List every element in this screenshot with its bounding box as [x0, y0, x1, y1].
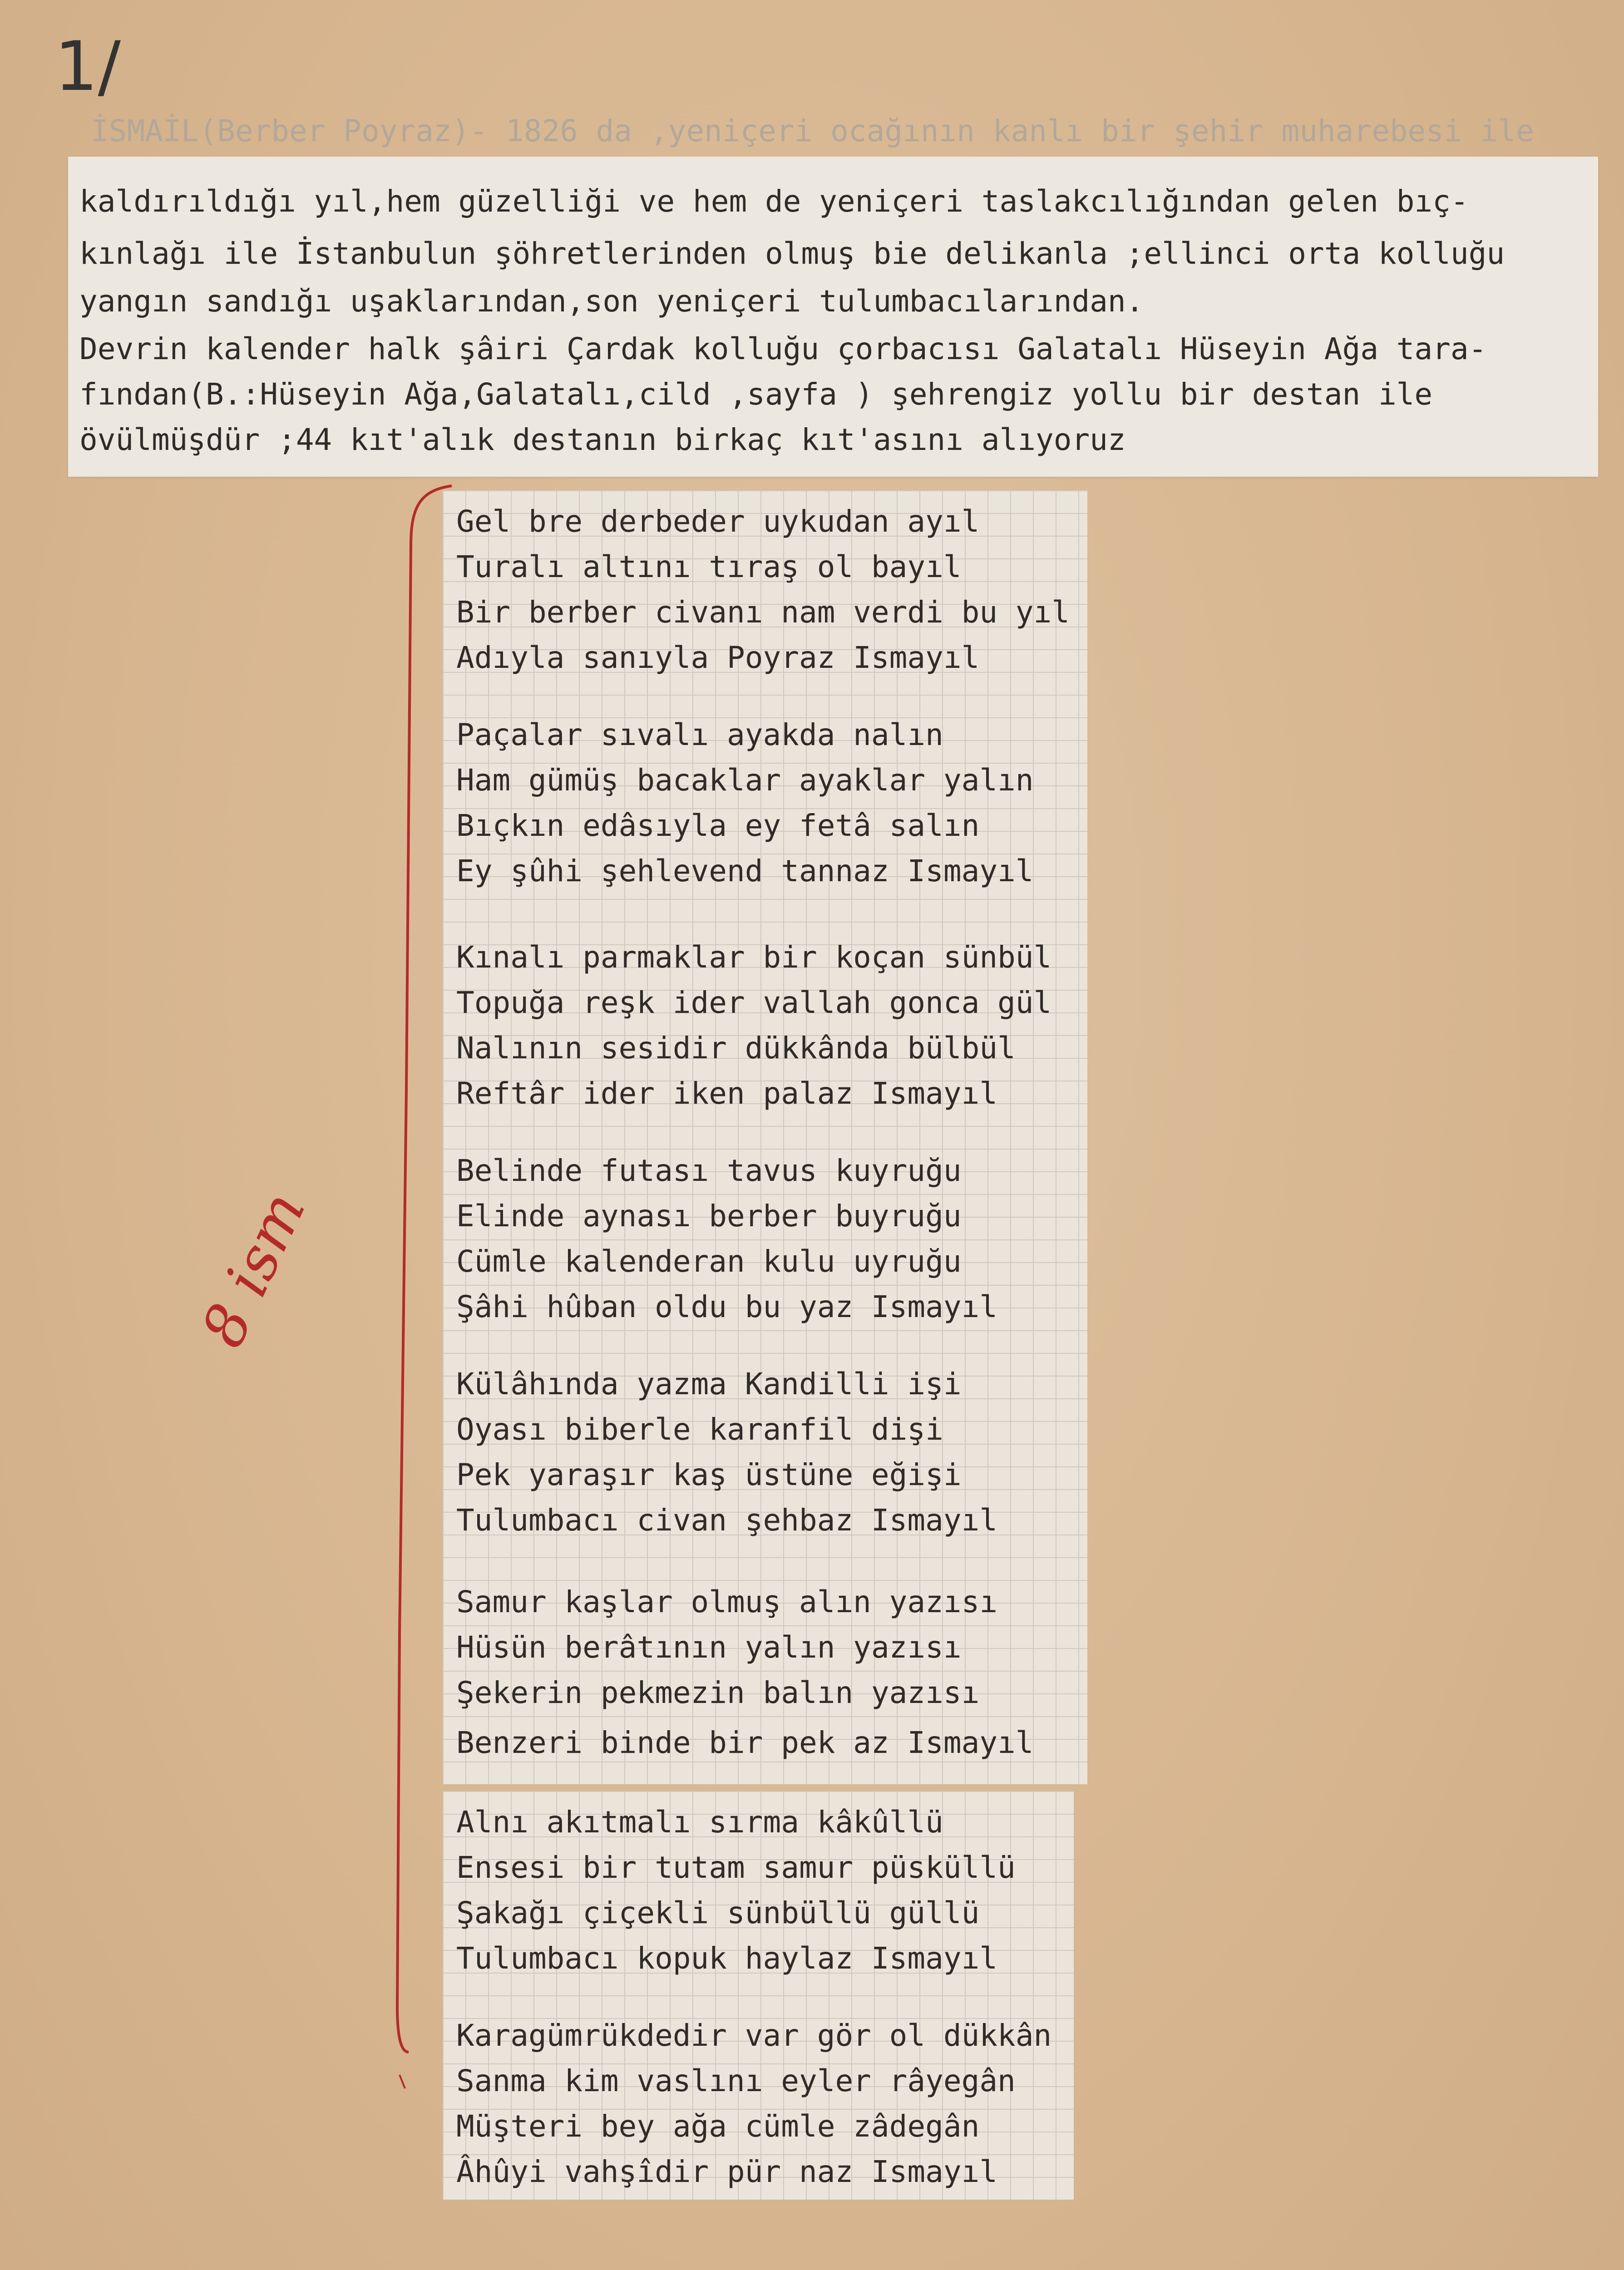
- intro-line: Devrin kalender halk şâiri Çardak kolluğu çorbacısı Galatalı Hüseyin Ağa tara-: [79, 331, 1487, 366]
- intro-line: övülmüşdür ;44 kıt'alık destanın birkaç kıt'asını alıyoruz: [79, 422, 1126, 457]
- verse-line: Kınalı parmaklar bir koçan sünbül: [456, 940, 1052, 975]
- poem-slip: [443, 1791, 1074, 2200]
- verse-line: Pek yaraşır kaş üstüne eğişi: [456, 1457, 962, 1492]
- verse-line: Gel bre derbeder uykudan ayıl: [456, 504, 980, 539]
- intro-line: fından(B.:Hüseyin Ağa,Galatalı,cild ,sayfa ) şehrengiz yollu bir destan ile: [79, 377, 1433, 412]
- verse-line: Şekerin pekmezin balın yazısı: [456, 1675, 980, 1710]
- verse-line: Tulumbacı civan şehbaz Ismayıl: [456, 1503, 998, 1538]
- handwritten-signature: 8 ism: [188, 1181, 319, 1357]
- poem-slip: [443, 490, 1087, 1784]
- verse-line: Reftâr ider iken palaz Ismayıl: [456, 1076, 998, 1111]
- verse-line: Adıyla sanıyla Poyraz Ismayıl: [456, 640, 980, 675]
- verse-line: Müşteri bey ağa cümle zâdegân: [456, 2109, 980, 2144]
- verse-line: Alnı akıtmalı sırma kâkûllü: [456, 1805, 943, 1840]
- verse-line: Samur kaşlar olmuş alın yazısı: [456, 1584, 998, 1619]
- verse-line: Topuğa reşk ider vallah gonca gül: [456, 985, 1052, 1020]
- verse-line: Oyası biberle karanfil dişi: [456, 1412, 943, 1447]
- verse-line: Şakağı çiçekli sünbüllü güllü: [456, 1895, 980, 1930]
- verse-line: Elinde aynası berber buyruğu: [456, 1199, 962, 1234]
- header-line: İSMAİL(Berber Poyraz)- 1826 da ,yeniçeri ocağının kanlı bir şehir muharebesi ile: [91, 114, 1534, 148]
- verse-line: Turalı altını tıraş ol bayıl: [456, 549, 962, 584]
- verse-line: Sanma kim vaslını eyler râyegân: [456, 2063, 1016, 2098]
- verse-line: Belinde futası tavus kuyruğu: [456, 1153, 962, 1188]
- verse-line: Hüsün berâtının yalın yazısı: [456, 1630, 962, 1665]
- verse-line: Ensesi bir tutam samur püsküllü: [456, 1850, 1016, 1885]
- page-number: 1/: [54, 27, 121, 106]
- intro-line: kınlağı ile İstanbulun şöhretlerinden olmuş bie delikanla ;ellinci orta kolluğu: [79, 236, 1505, 271]
- verse-line: Bıçkın edâsıyla ey fetâ salın: [456, 808, 980, 843]
- verse-line: Nalının sesidir dükkânda bülbül: [456, 1031, 1016, 1066]
- verse-line: Karagümrükdedir var gör ol dükkân: [456, 2018, 1052, 2053]
- verse-line: Ey şûhi şehlevend tannaz Ismayıl: [456, 854, 1034, 888]
- intro-line: kaldırıldığı yıl,hem güzelliği ve hem de yeniçeri taslakcılığından gelen bıç-: [79, 184, 1469, 219]
- verse-line: Şâhi hûban oldu bu yaz Ismayıl: [456, 1289, 998, 1324]
- verse-line: Külâhında yazma Kandilli işi: [456, 1367, 962, 1401]
- verse-line: Bir berber civanı nam verdi bu yıl: [456, 595, 1070, 630]
- verse-line: Âhûyi vahşîdir pür naz Ismayıl: [456, 2154, 998, 2189]
- verse-line: Tulumbacı kopuk haylaz Ismayıl: [456, 1941, 998, 1976]
- verse-line: Paçalar sıvalı ayakda nalın: [456, 717, 943, 752]
- verse-line: Cümle kalenderan kulu uyruğu: [456, 1244, 962, 1279]
- intro-line: yangın sandığı uşaklarından,son yeniçeri tulumbacılarından.: [79, 284, 1144, 319]
- verse-line: Ham gümüş bacaklar ayaklar yalın: [456, 763, 1034, 798]
- verse-line: Benzeri binde bir pek az Ismayıl: [456, 1725, 1034, 1760]
